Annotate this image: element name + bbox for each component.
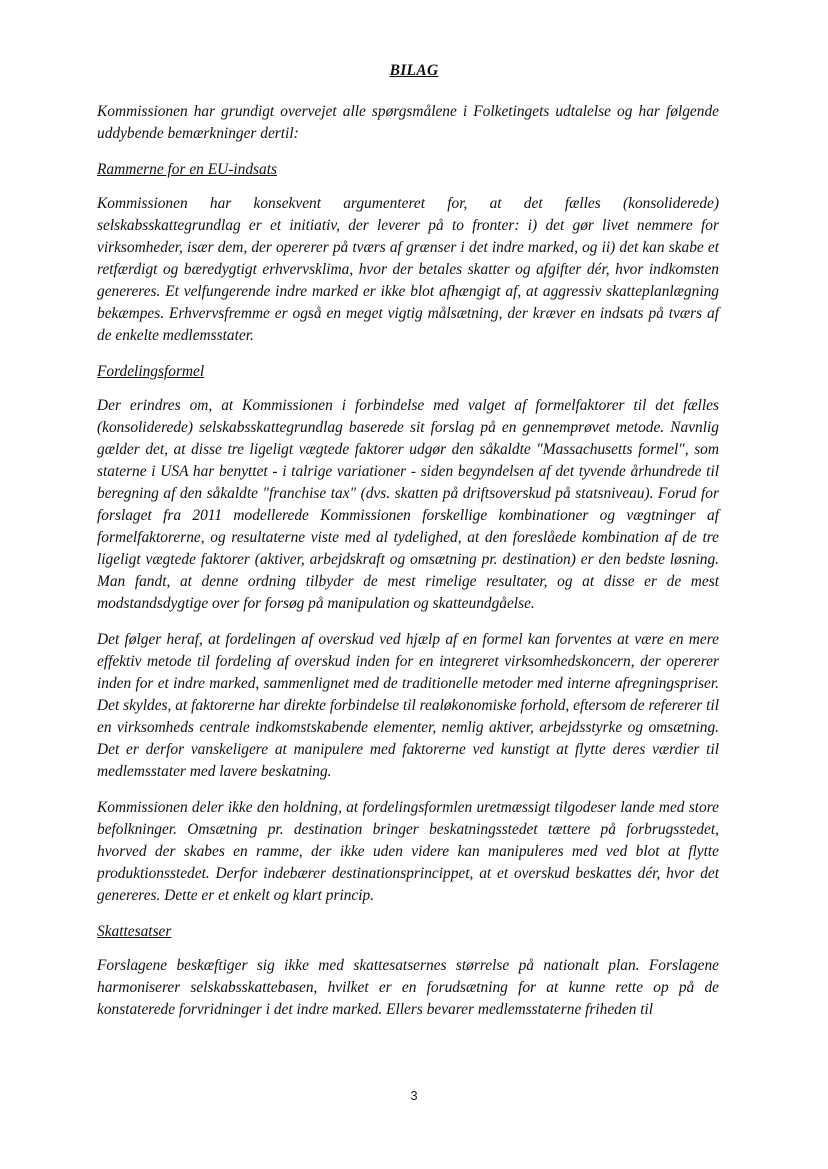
paragraph-skattesatser: Forslagene beskæftiger sig ikke med skattesatsernes størrelse på nationalt plan. Forslagene harmoniserer selskabsskattebasen, hvilket er en forudsætning for at kunne rette op på de konstaterede forvridninger i det indre marked. Ellers bevarer medlemsstaterne friheden til: [97, 957, 719, 1018]
section-heading-eu-indsats: Rammerne for en EU-indsats: [97, 161, 277, 178]
paragraph-fordelingsformel-3: Kommissionen deler ikke den holdning, at fordelingsformlen uretmæssigt tilgodeser lande med store befolkninger. Omsætning pr. destination bringer beskatningsstedet tættere på forbrugsstedet, hvorved der skabes en ramme, der ikke uden videre kan manipuleres med ved blot at flytte produktionsstedet. Derfor indebærer destinationsprincippet, at et overskud beskattes dér, hvor det genereres. Dette er et enkelt og klart princip.: [97, 799, 719, 904]
paragraph-fordelingsformel-1: Der erindres om, at Kommissionen i forbindelse med valget af formelfaktorer til det fælles (konsoliderede) selskabsskattegrundlag baserede sit forslag på en gennemprøvet metode. Navnlig gælder det, at disse tre ligeligt vægtede faktorer udgør den såkaldte "Massachusetts formel", som staterne i USA har benyttet - i talrige variationer - siden begyndelsen af det tyvende århundrede til beregning af den såkaldte "franchise tax" (dvs. skatten på driftsoverskud på statsniveau). Forud for forslaget fra 2011 modellerede Kommissionen forskellige kombinationer og vægtninger af formelfaktorerne, og resultaterne viste med al tydelighed, at den foreslåede kombination af de tre ligeligt vægtede faktorer (aktiver, arbejdskraft og omsætning pr. destination) er den bedste løsning. Man fandt, at denne ordning tilbyder de mest rimelige resultater, og at disse er de mest modstandsdygtige over for forsøg på manipulation og skatteundgåelse.: [97, 397, 719, 612]
paragraph-eu-indsats: Kommissionen har konsekvent argumenteret for, at det fælles (konsoliderede) selskabsskattegrundlag er et initiativ, der leverer på to fronter: i) det gør livet nemmere for virksomheder, især dem, der opererer på tværs af grænser i det indre marked, og ii) det kan skabe et retfærdigt og bæredygtigt erhvervsklima, hvor der betales skatter og afgifter dér, hvor indkomsten genereres. Et velfungerende indre marked er ikke blot afhængigt af, at aggressiv skatteplanlægning bekæmpes. Erhvervsfremme er også en meget vigtig målsætning, der kræver en indsats på tværs af de enkelte medlemsstater.: [97, 195, 719, 344]
section-heading-skattesatser: Skattesatser: [97, 923, 172, 940]
document-body: [97, 101, 719, 1035]
section-heading-fordelingsformel: Fordelingsformel: [97, 363, 205, 380]
intro-paragraph: Kommissionen har grundigt overvejet alle spørgsmålene i Folketingets udtalelse og har følgende uddybende bemærkninger dertil:: [97, 103, 719, 142]
page-number: 3: [410, 1088, 418, 1103]
paragraph-fordelingsformel-2: Det følger heraf, at fordelingen af overskud ved hjælp af en formel kan forventes at være en mere effektiv metode til fordeling af overskud inden for en integreret virksomhedskoncern, der opererer inden for et indre marked, sammenlignet med de traditionelle metoder med interne afregningspriser. Det skyldes, at faktorerne har direkte forbindelse til realøkonomiske forhold, eftersom de refererer til en virksomheds centrale indkomstskabende elementer, nemlig aktiver, arbejdsstyrke og omsætning. Det er derfor vanskeligere at manipulere med faktorerne ved kunstigt at flytte deres værdier til medlemsstater med lavere beskatning.: [97, 631, 719, 780]
page-title: BILAG: [389, 62, 439, 79]
